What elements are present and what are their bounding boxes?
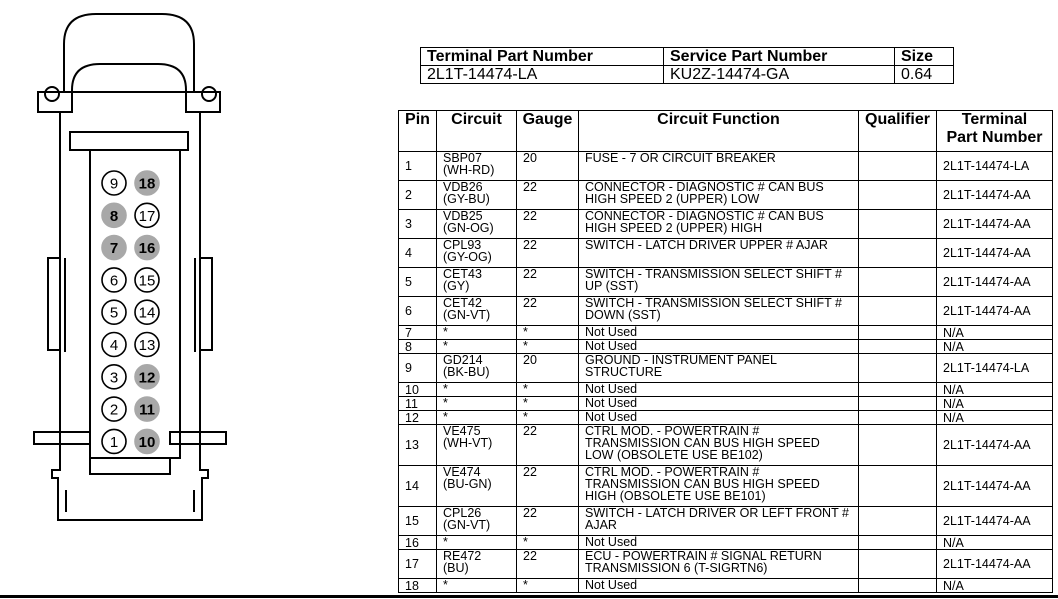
pin-row xyxy=(399,579,1053,593)
pin-number: 13 xyxy=(399,425,437,466)
pin-number: 16 xyxy=(399,536,437,550)
header-terminal-line1: Terminal xyxy=(961,111,1028,128)
pin-10-label: 10 xyxy=(138,433,156,451)
qualifier xyxy=(859,579,937,593)
terminal-part-number: N/A xyxy=(937,383,1053,397)
header-service-part-number: Service Part Number xyxy=(664,48,895,66)
wire-color: (BU) xyxy=(443,561,469,575)
circuit-function xyxy=(579,536,859,550)
pin-circuit-table xyxy=(398,110,1053,593)
circuit-id: * xyxy=(443,535,448,549)
terminal-part-number: 2L1T-14474-AA xyxy=(937,507,1053,536)
wire-color: (GN-VT) xyxy=(443,308,491,322)
circuit-function-line: SWITCH - TRANSMISSION SELECT SHIFT # xyxy=(585,296,842,310)
pin-number: 11 xyxy=(399,397,437,411)
circuit-function xyxy=(579,297,859,326)
circuit-function-line: STRUCTURE xyxy=(585,365,663,379)
terminal-part-number: N/A xyxy=(937,411,1053,425)
circuit-function-line: Not Used xyxy=(585,578,638,592)
pin-18-label: 18 xyxy=(138,175,156,193)
pin-row xyxy=(399,210,1053,239)
pin-row xyxy=(399,181,1053,210)
circuit-function-line: GROUND - INSTRUMENT PANEL xyxy=(585,353,777,367)
pin-row xyxy=(399,507,1053,536)
qualifier xyxy=(859,411,937,425)
header-pin: Pin xyxy=(399,111,437,152)
circuit-cell xyxy=(437,152,517,181)
pin-row xyxy=(399,239,1053,268)
connector-housing xyxy=(34,14,226,520)
pin-row xyxy=(399,550,1053,579)
circuit-id: SBP07 xyxy=(443,151,482,165)
terminal-size: 0.64 xyxy=(895,66,954,84)
circuit-function-line: TRANSMISSION 6 (T-SIGRTN6) xyxy=(585,561,768,575)
pin-11-label: 11 xyxy=(139,401,155,419)
terminal-table-row xyxy=(421,66,954,84)
service-part-number: KU2Z-14474-GA xyxy=(664,66,895,84)
circuit-id: VDB26 xyxy=(443,180,483,194)
circuit-function xyxy=(579,268,859,297)
pin-1-label: 1 xyxy=(109,433,119,451)
pin-number: 3 xyxy=(399,210,437,239)
circuit-function-line: Not Used xyxy=(585,410,638,424)
circuit-function-line: SWITCH - LATCH DRIVER OR LEFT FRONT # xyxy=(585,506,849,520)
circuit-function xyxy=(579,425,859,466)
qualifier xyxy=(859,397,937,411)
pin-row xyxy=(399,536,1053,550)
wire-gauge: 20 xyxy=(517,152,579,181)
circuit-id: * xyxy=(443,410,448,424)
wire-color: (BK-BU) xyxy=(443,365,490,379)
wire-gauge: 22 xyxy=(517,550,579,579)
pin-row xyxy=(399,326,1053,340)
circuit-cell xyxy=(437,411,517,425)
wire-gauge: 22 xyxy=(517,297,579,326)
qualifier xyxy=(859,466,937,507)
circuit-function-line: DOWN (SST) xyxy=(585,308,661,322)
terminal-table-header xyxy=(421,48,954,66)
terminal-part-number: 2L1T-14474-AA xyxy=(937,268,1053,297)
header-circuit: Circuit xyxy=(437,111,517,152)
terminal-part-number: 2L1T-14474-AA xyxy=(937,550,1053,579)
wire-gauge: * xyxy=(517,326,579,340)
circuit-function xyxy=(579,210,859,239)
terminal-part-number: 2L1T-14474-LA xyxy=(937,354,1053,383)
circuit-id: CET42 xyxy=(443,296,482,310)
wire-color: (GN-OG) xyxy=(443,221,494,235)
circuit-cell xyxy=(437,326,517,340)
pin-number: 15 xyxy=(399,507,437,536)
terminal-part-number: 2L1T-14474-AA xyxy=(937,425,1053,466)
terminal-part-number: N/A xyxy=(937,340,1053,354)
pin-number: 5 xyxy=(399,268,437,297)
wire-gauge: * xyxy=(517,579,579,593)
connector-face-diagram xyxy=(0,0,240,530)
circuit-cell xyxy=(437,550,517,579)
circuit-function-line: Not Used xyxy=(585,325,638,339)
terminal-part-number: N/A xyxy=(937,326,1053,340)
pin-number: 7 xyxy=(399,326,437,340)
qualifier xyxy=(859,210,937,239)
circuit-function-line: AJAR xyxy=(585,518,617,532)
circuit-function xyxy=(579,383,859,397)
terminal-part-number: 2L1T-14474-LA xyxy=(421,66,664,84)
wire-gauge: * xyxy=(517,536,579,550)
circuit-function xyxy=(579,239,859,268)
circuit-function-line: HIGH (OBSOLETE USE BE101) xyxy=(585,489,766,503)
qualifier xyxy=(859,152,937,181)
wire-color: (GY-BU) xyxy=(443,192,490,206)
page-bottom-rule xyxy=(0,595,1058,598)
circuit-id: RE472 xyxy=(443,549,482,563)
wire-gauge: * xyxy=(517,383,579,397)
pin-4-label: 4 xyxy=(109,337,119,354)
circuit-id: VE475 xyxy=(443,424,481,438)
circuit-cell xyxy=(437,579,517,593)
circuit-function-line: CONNECTOR - DIAGNOSTIC # CAN BUS xyxy=(585,209,824,223)
pin-number: 6 xyxy=(399,297,437,326)
pin-number: 17 xyxy=(399,550,437,579)
pin-row xyxy=(399,297,1053,326)
circuit-function-line: FUSE - 7 OR CIRCUIT BREAKER xyxy=(585,151,776,165)
circuit-function xyxy=(579,507,859,536)
circuit-id: * xyxy=(443,325,448,339)
circuit-id: * xyxy=(443,396,448,410)
circuit-cell xyxy=(437,536,517,550)
pin-16-label: 16 xyxy=(138,240,156,258)
pin-2-label: 2 xyxy=(109,401,119,419)
pin-number: 2 xyxy=(399,181,437,210)
circuit-id: * xyxy=(443,339,448,353)
circuit-function-line: LOW (OBSOLETE USE BE102) xyxy=(585,448,763,462)
circuit-function xyxy=(579,181,859,210)
wire-gauge: 22 xyxy=(517,210,579,239)
qualifier xyxy=(859,425,937,466)
pin-row xyxy=(399,397,1053,411)
pin-17-label: 17 xyxy=(138,207,156,225)
circuit-id: CET43 xyxy=(443,267,482,281)
circuit-function xyxy=(579,326,859,340)
pin-number: 1 xyxy=(399,152,437,181)
pin-row xyxy=(399,425,1053,466)
circuit-id: CPL26 xyxy=(443,506,482,520)
terminal-part-number: N/A xyxy=(937,579,1053,593)
qualifier xyxy=(859,239,937,268)
wire-gauge: * xyxy=(517,411,579,425)
pin-row xyxy=(399,466,1053,507)
wire-gauge: 20 xyxy=(517,354,579,383)
circuit-cell xyxy=(437,210,517,239)
terminal-part-number: N/A xyxy=(937,536,1053,550)
circuit-cell xyxy=(437,297,517,326)
circuit-cell xyxy=(437,239,517,268)
pin-number: 9 xyxy=(399,354,437,383)
wire-gauge: 22 xyxy=(517,268,579,297)
circuit-function xyxy=(579,411,859,425)
pin-3-label: 3 xyxy=(109,369,119,387)
header-terminal-part-number xyxy=(937,111,1053,152)
pin-number: 12 xyxy=(399,411,437,425)
qualifier xyxy=(859,340,937,354)
pin-number: 10 xyxy=(399,383,437,397)
header-gauge: Gauge xyxy=(517,111,579,152)
wire-gauge: * xyxy=(517,397,579,411)
circuit-cell xyxy=(437,425,517,466)
circuit-id: VDB25 xyxy=(443,209,483,223)
pin-number: 14 xyxy=(399,466,437,507)
circuit-cell xyxy=(437,466,517,507)
wire-gauge: 22 xyxy=(517,507,579,536)
circuit-function-line: CTRL MOD. - POWERTRAIN # xyxy=(585,465,760,479)
qualifier xyxy=(859,354,937,383)
qualifier xyxy=(859,550,937,579)
pin-6-label: 6 xyxy=(109,272,119,290)
circuit-function xyxy=(579,550,859,579)
pin-row xyxy=(399,340,1053,354)
header-circuit-function: Circuit Function xyxy=(579,111,859,152)
qualifier xyxy=(859,383,937,397)
wire-gauge: 22 xyxy=(517,425,579,466)
circuit-function-line: SWITCH - LATCH DRIVER UPPER # AJAR xyxy=(585,238,828,252)
circuit-cell xyxy=(437,268,517,297)
terminal-part-table xyxy=(420,47,954,84)
circuit-function-line: TRANSMISSION CAN BUS HIGH SPEED xyxy=(585,477,820,491)
circuit-function xyxy=(579,397,859,411)
qualifier xyxy=(859,536,937,550)
pin-5-label: 5 xyxy=(109,304,119,322)
pin-8-label: 8 xyxy=(109,207,119,225)
circuit-id: GD214 xyxy=(443,353,483,367)
wire-color: (GY-OG) xyxy=(443,250,492,264)
pin-number: 18 xyxy=(399,579,437,593)
pin-7-label: 7 xyxy=(109,240,119,258)
terminal-part-number: N/A xyxy=(937,397,1053,411)
circuit-function xyxy=(579,340,859,354)
wire-color: (WH-VT) xyxy=(443,436,493,450)
circuit-function xyxy=(579,466,859,507)
circuit-function-line: HIGH SPEED 2 (UPPER) LOW xyxy=(585,192,760,206)
pin-14-label: 14 xyxy=(138,304,156,322)
pin-row xyxy=(399,268,1053,297)
circuit-function-line: Not Used xyxy=(585,535,638,549)
circuit-function-line: ECU - POWERTRAIN # SIGNAL RETURN xyxy=(585,549,822,563)
terminal-part-number: 2L1T-14474-AA xyxy=(937,181,1053,210)
circuit-function-line: SWITCH - TRANSMISSION SELECT SHIFT # xyxy=(585,267,842,281)
circuit-cell xyxy=(437,383,517,397)
pin-row xyxy=(399,383,1053,397)
wire-color: (WH-RD) xyxy=(443,163,495,177)
circuit-function-line: Not Used xyxy=(585,382,638,396)
qualifier xyxy=(859,326,937,340)
circuit-function xyxy=(579,152,859,181)
circuit-cell xyxy=(437,181,517,210)
circuit-function xyxy=(579,354,859,383)
wire-gauge: 22 xyxy=(517,181,579,210)
header-qualifier: Qualifier xyxy=(859,111,937,152)
pin-15-label: 15 xyxy=(138,272,156,290)
terminal-part-number: 2L1T-14474-AA xyxy=(937,466,1053,507)
wire-color: (GY) xyxy=(443,279,470,293)
circuit-cell xyxy=(437,397,517,411)
circuit-function xyxy=(579,579,859,593)
pin-number: 8 xyxy=(399,340,437,354)
pin-table-header xyxy=(399,111,1053,152)
terminal-part-number: 2L1T-14474-LA xyxy=(937,152,1053,181)
circuit-id: CPL93 xyxy=(443,238,482,252)
header-terminal-line2: Part Number xyxy=(946,129,1043,146)
circuit-id: * xyxy=(443,578,448,592)
pin-12-label: 12 xyxy=(138,369,156,387)
circuit-cell xyxy=(437,340,517,354)
pin-9-label: 9 xyxy=(109,175,119,193)
pin-row xyxy=(399,411,1053,425)
wire-gauge: 22 xyxy=(517,466,579,507)
circuit-id: VE474 xyxy=(443,465,481,479)
circuit-cell xyxy=(437,354,517,383)
circuit-function-line: HIGH SPEED 2 (UPPER) HIGH xyxy=(585,221,763,235)
wire-color: (BU-GN) xyxy=(443,477,492,491)
terminal-part-number: 2L1T-14474-AA xyxy=(937,210,1053,239)
circuit-function-line: CTRL MOD. - POWERTRAIN # xyxy=(585,424,760,438)
qualifier xyxy=(859,297,937,326)
header-size: Size xyxy=(895,48,954,66)
circuit-function-line: CONNECTOR - DIAGNOSTIC # CAN BUS xyxy=(585,180,824,194)
circuit-cell xyxy=(437,507,517,536)
circuit-function-line: Not Used xyxy=(585,396,638,410)
terminal-part-number: 2L1T-14474-AA xyxy=(937,239,1053,268)
terminal-part-number: 2L1T-14474-AA xyxy=(937,297,1053,326)
qualifier xyxy=(859,268,937,297)
pin-row xyxy=(399,354,1053,383)
qualifier xyxy=(859,181,937,210)
header-terminal-part-number: Terminal Part Number xyxy=(421,48,664,66)
circuit-function-line: Not Used xyxy=(585,339,638,353)
pin-13-label: 13 xyxy=(138,337,156,354)
pin-row xyxy=(399,152,1053,181)
wire-gauge: * xyxy=(517,340,579,354)
wire-color: (GN-VT) xyxy=(443,518,491,532)
pin-number: 4 xyxy=(399,239,437,268)
wire-gauge: 22 xyxy=(517,239,579,268)
qualifier xyxy=(859,507,937,536)
pin-grid xyxy=(102,171,159,453)
circuit-id: * xyxy=(443,382,448,396)
circuit-function-line: TRANSMISSION CAN BUS HIGH SPEED xyxy=(585,436,820,450)
circuit-function-line: UP (SST) xyxy=(585,279,639,293)
